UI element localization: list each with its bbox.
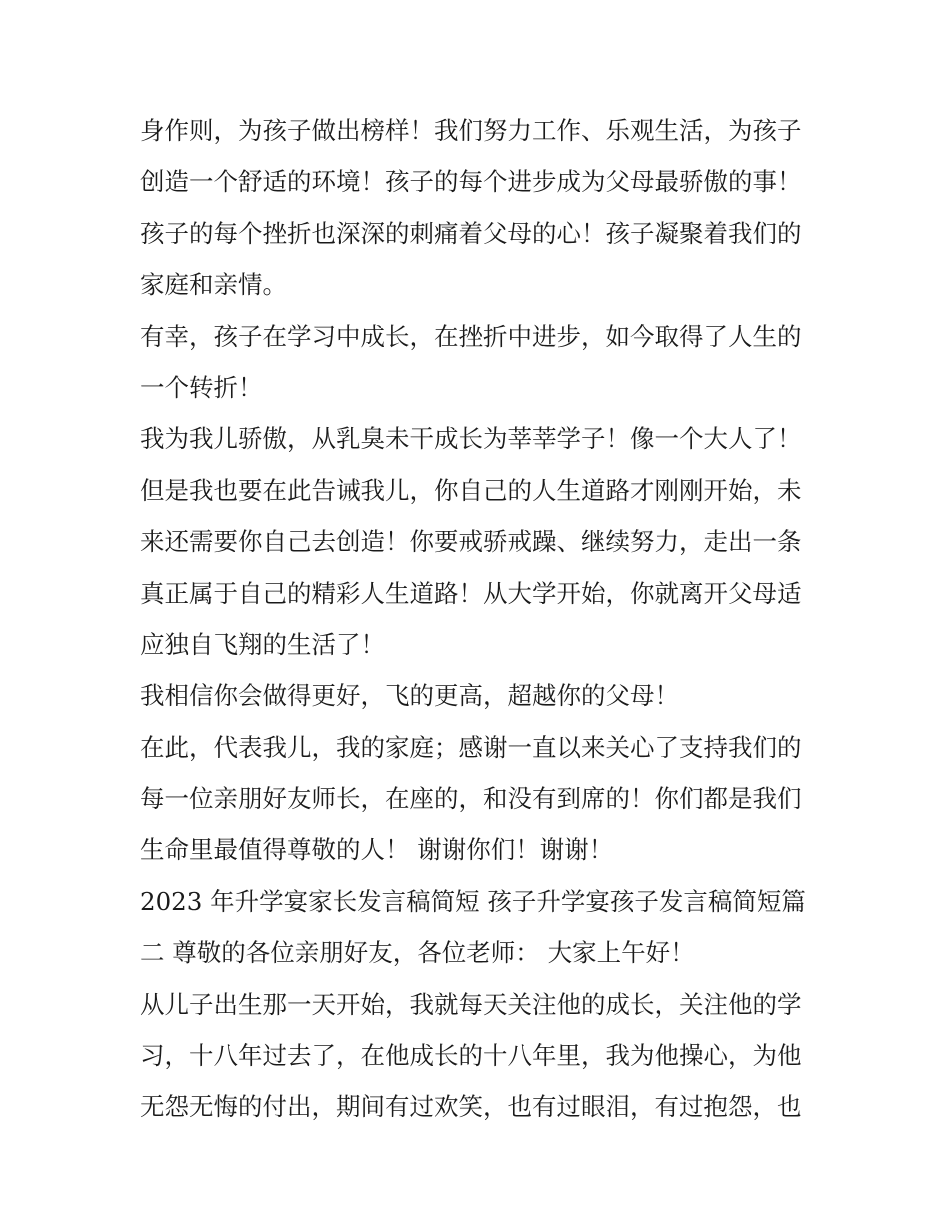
text-line: 每一位亲朋好友师长，在座的，和没有到席的！你们都是我们	[140, 784, 802, 814]
section-title-line: 2023 年升学宴家长发言稿简短 孩子升学宴孩子发言稿简短篇	[140, 886, 806, 916]
text-line: 在此，代表我儿，我的家庭；感谢一直以来关心了支持我们的	[140, 732, 802, 762]
text-line: 家庭和亲情。	[140, 270, 287, 300]
text-line: 身作则，为孩子做出榜样！我们努力工作、乐观生活，为孩子	[140, 116, 802, 145]
text-line: 我相信你会做得更好，飞的更高，超越你的父母！	[140, 681, 679, 711]
text-line: 生命里最值得尊敬的人！ 谢谢你们！谢谢！	[140, 835, 614, 865]
text-line: 孩子的每个挫折也深深的刺痛着父母的心！孩子凝聚着我们的	[140, 218, 802, 248]
text-line: 从儿子出生那一天开始，我就每天关注他的成长，关注他的学	[140, 989, 802, 1019]
text-line: 习，十八年过去了，在他成长的十八年里，我为他操心，为他	[140, 1041, 802, 1071]
text-line: 但是我也要在此告诫我儿，你自己的人生道路才刚刚开始，未	[140, 475, 802, 505]
text-line: 有幸，孩子在学习中成长，在挫折中进步，如今取得了人生的	[140, 321, 802, 351]
text-line: 一个转折！	[140, 372, 263, 402]
text-line: 真正属于自己的精彩人生道路！从大学开始，你就离开父母适	[140, 578, 802, 608]
text-line: 二 尊敬的各位亲朋好友，各位老师： 大家上午好！	[140, 938, 695, 968]
text-line: 创造一个舒适的环境！孩子的每个进步成为父母最骄傲的事！	[140, 167, 802, 197]
text-line: 来还需要你自己去创造！你要戒骄戒躁、继续努力，走出一条	[140, 527, 802, 557]
text-line: 无怨无悔的付出，期间有过欢笑，也有过眼泪，有过抱怨，也	[140, 1092, 802, 1122]
body-text	[140, 105, 820, 1133]
text-line: 应独自飞翔的生活了！	[140, 629, 385, 659]
text-line: 我为我儿骄傲，从乳臭未干成长为莘莘学子！像一个大人了！	[140, 424, 802, 454]
